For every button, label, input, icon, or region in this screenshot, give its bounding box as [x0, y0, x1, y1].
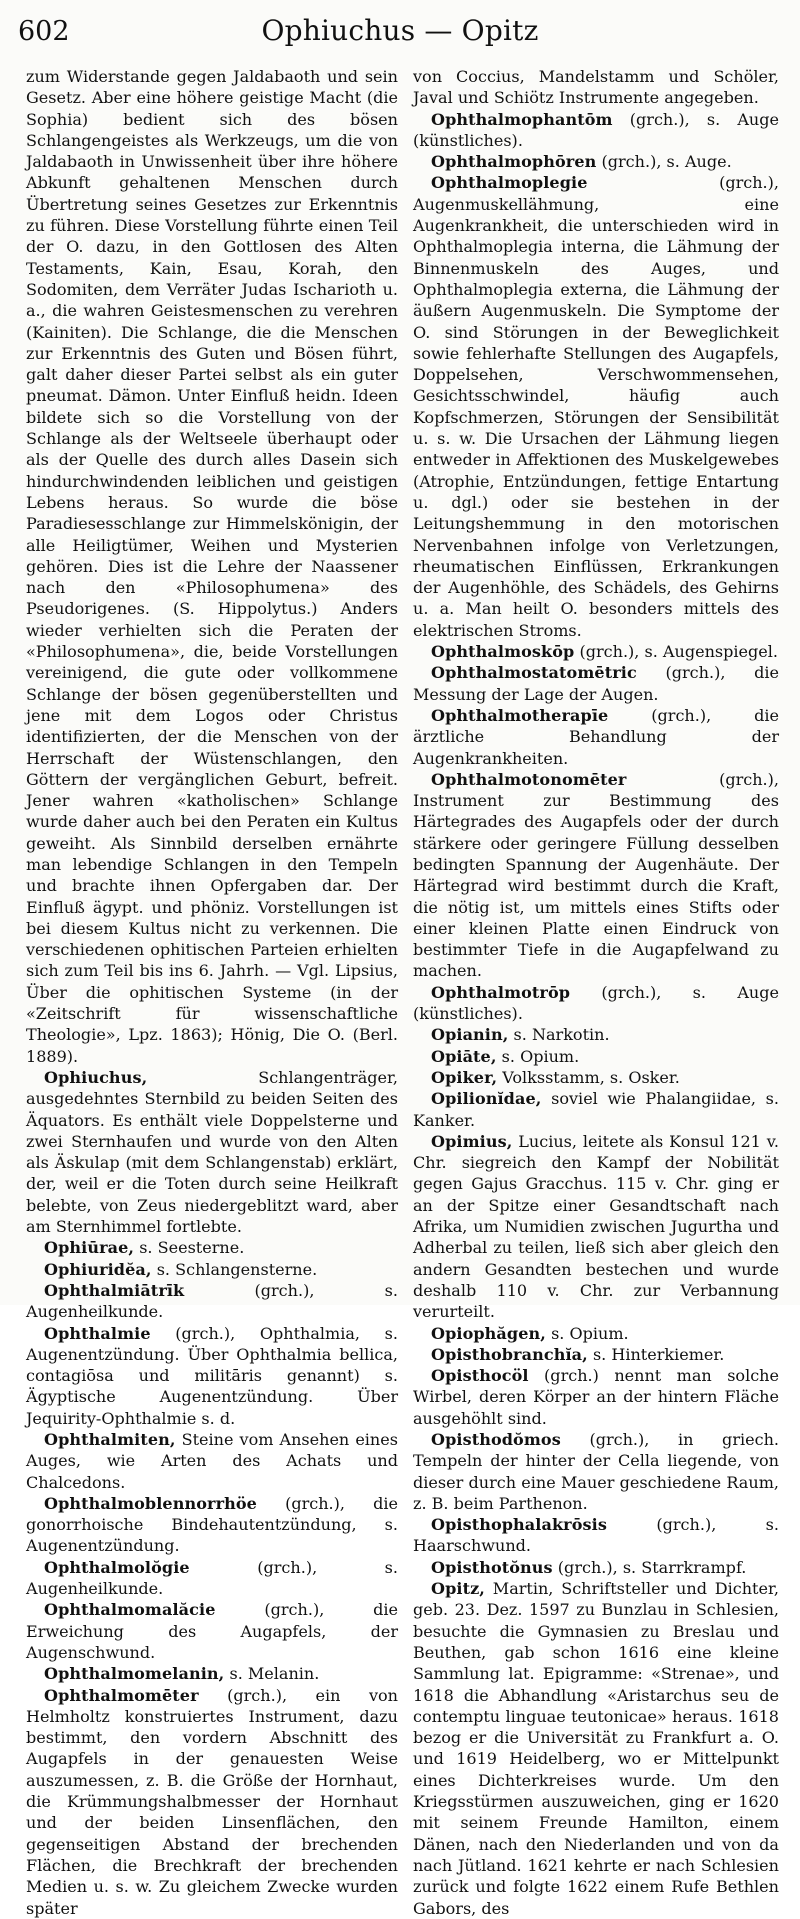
dictionary-entry	[26, 1429, 398, 1493]
entry-text: (grch.), s. Auge.	[601, 152, 732, 172]
entry-text: (grch.), die Messung der Lage der Augen.	[413, 663, 779, 704]
entry-text: Steine vom Ansehen eines Auges, wie Arten des Achats und Chalcedons.	[26, 1430, 398, 1492]
entry-headword: Opiāte,	[431, 1046, 497, 1066]
entry-headword: Opisthocöl	[431, 1366, 529, 1386]
dictionary-entry	[413, 769, 779, 982]
dictionary-entry	[413, 1578, 779, 1919]
entry-text: (grch.), s. Augenheilkunde.	[26, 1557, 398, 1599]
dictionary-entry	[413, 982, 779, 1025]
entry-text: (grch.), Instrument zur Bestimmung des Härtegrades des Augapfels oder der durch stärkere oder geringere Füllung desselben bedingten Spannung der Augenhäute. Der Härtegrad wird bestimmt durch die Kraft, die nötig ist, um mittels eines Stifts oder einer kleinen Platte einen Eindruck von bestimmter Tiefe in die Augapfelwand zu machen.	[413, 769, 779, 981]
dictionary-entry	[413, 662, 779, 705]
entry-text: (grch.), Augenmuskellähmung, eine Augenkrankheit, die unterschieden wird in Ophthalmoplegia interna, die Lähmung der Binnenmuskeln des Auges, und Ophthalmoplegia externa, die Lähmung der äußern Augenmuskeln. Die Symptome der O. sind Störungen in der Beweglichkeit sowie fehlerhafte Stellungen des Augapfels, Doppelsehen, Verschwommensehen, Gesichtsschwindel, häufig auch Kopfschmerzen, Störungen der Sensibilität u. s. w. Die Ursachen der Lähmung liegen entweder in Affektionen des Muskelgewebes (Atrophie, Entzündungen, fettige Entartung u. dgl.) oder sie bestehen in der Leitungshemmung in den motorischen Nervenbahnen infolge von Verletzungen, rheumatischen Einflüssen, Erkrankungen der Augenhöhle, des Schädels, des Gehirns u. a. Man heilt O. besonders mittels des elektrischen Stroms.	[413, 173, 779, 640]
dictionary-entry	[413, 705, 779, 769]
dictionary-entry	[26, 1259, 398, 1280]
continued-text	[26, 66, 398, 1067]
entry-headword: Opitz,	[431, 1579, 485, 1599]
dictionary-entry	[26, 1599, 398, 1663]
entry-headword: Opilionĭdae,	[431, 1089, 542, 1109]
entry-text: (grch.), in griech. Tempeln der hinter der Cella liegende, von dieser durch eine Mauer geschiedene Raum, z. B. beim Parthenon.	[413, 1430, 779, 1513]
dictionary-entry	[26, 1685, 398, 1919]
entry-headword: Ophthalmotonomēter	[431, 769, 627, 789]
entry-headword: Ophthalmoblennorrhöe	[44, 1493, 257, 1513]
entry-headword: Opisthobranchĭa,	[431, 1344, 588, 1364]
running-head: Ophiuchus — Opitz	[261, 14, 539, 47]
page-header	[18, 14, 782, 54]
entry-headword: Opimius,	[431, 1131, 513, 1151]
entry-text: (grch.), s. Auge (künstliches).	[413, 109, 779, 150]
dictionary-entry	[413, 1365, 779, 1429]
entry-headword: Ophthalmophantōm	[431, 109, 613, 129]
entry-text: Lucius, leitete als Konsul 121 v. Chr. siegreich den Kampf der Nobilität gegen Gajus Gracchus. 115 v. Chr. ging er an der Spitze einer Gesandtschaft nach Afrika, um Numidien zwischen Jugurtha und Adherbal zu teilen, ließ sich aber gleich den andern Gesandten bestechen und wurde deshalb 110 v. Chr. zur Verbannung verurteilt.	[413, 1131, 779, 1322]
dictionary-entry	[413, 151, 779, 172]
dictionary-entry	[26, 1237, 398, 1258]
entry-headword: Ophthalmostatomētric	[431, 663, 637, 683]
entry-headword: Opisthodŏmos	[431, 1430, 561, 1449]
dictionary-entry	[413, 1323, 779, 1344]
entry-text: s. Opium.	[501, 1046, 580, 1066]
continued-text	[413, 66, 779, 109]
entry-headword: Ophthalmiātrīk	[44, 1280, 185, 1300]
page-number: 602	[18, 16, 70, 47]
entry-text: s. Hinterkiemer.	[592, 1344, 725, 1364]
entry-headword: Ophthalmie	[44, 1323, 151, 1343]
entry-headword: Ophthalmomelanin,	[44, 1664, 225, 1684]
entry-text: (grch.), s. Augenheilkunde.	[26, 1280, 398, 1322]
entry-headword: Opisthophalakrōsis	[431, 1515, 607, 1535]
entry-text: (grch.), ein von Helmholtz konstruiertes Instrument, dazu bestimmt, den vordern Abschnitt des Augapfels in der genauesten Weise auszumessen, z. B. die Größe der Hornhaut, die Krümmungshalbmesser der Hornhaut und der beiden Linsenflächen, den gegenseitigen Abstand der brechenden Flächen, die Brechkraft der brechenden Medien u. s. w. Zu gleichem Zwecke wurden später	[26, 1685, 398, 1918]
left-column	[26, 66, 398, 1919]
entry-text: Volksstamm, s. Osker.	[502, 1067, 680, 1087]
dictionary-entry	[413, 1514, 779, 1557]
entry-headword: Opiophăgen,	[431, 1323, 546, 1343]
entry-text: s. Seesterne.	[139, 1238, 245, 1258]
dictionary-entry	[413, 1046, 779, 1067]
entry-text: (grch.), s. Auge (künstliches).	[413, 982, 779, 1024]
entry-text: (grch.), s. Starrkrampf.	[557, 1557, 747, 1577]
entry-headword: Ophthalmomēter	[44, 1685, 199, 1705]
entry-text: (grch.), s. Haarschwund.	[413, 1515, 779, 1556]
entry-headword: Ophthalmomalăcie	[44, 1600, 216, 1620]
entry-headword: Ophiuridĕa,	[44, 1259, 152, 1279]
entry-headword: Ophthalmoskōp	[431, 642, 575, 662]
entry-headword: Ophthalmotrōp	[431, 982, 571, 1002]
dictionary-entry	[26, 1323, 398, 1429]
entry-headword: Ophthalmotherapīe	[431, 705, 609, 725]
entry-text: s. Schlangensterne.	[156, 1259, 318, 1279]
dictionary-entry	[26, 1557, 398, 1600]
entry-headword: Ophthalmolŏgie	[44, 1557, 190, 1577]
dictionary-entry	[26, 1493, 398, 1557]
right-column	[413, 66, 779, 1919]
entry-text: Schlangenträger, ausgedehntes Sternbild zu beiden Seiten des Äquators. Es enthält viele Doppelsterne und zwei Sternhaufen und wurde von den Alten als Äskulap (mit dem Schlangenstab) erklärt, der, weil er die Toten durch seine Heilkraft belebte, von Zeus niedergeblitzt ward, aber am Sternhimmel fortlebte.	[26, 1067, 398, 1237]
dictionary-entry	[26, 1067, 398, 1237]
dictionary-entry	[413, 1088, 779, 1131]
entry-headword: Ophthalmophōren	[431, 152, 597, 172]
entry-text: (grch.) nennt man solche Wirbel, deren Körper an der hintern Fläche ausgehöhlt sind.	[413, 1366, 779, 1428]
entry-headword: Ophthalmiten,	[44, 1430, 176, 1449]
dictionary-entry	[413, 1557, 779, 1578]
entry-text: s. Narkotin.	[513, 1025, 610, 1045]
entry-headword: Opianin,	[431, 1025, 509, 1045]
entry-text: (grch.), die Erweichung des Augapfels, der Augenschwund.	[26, 1600, 398, 1662]
entry-text: s. Opium.	[551, 1323, 629, 1343]
dictionary-entry	[413, 1067, 779, 1088]
entry-text: s. Melanin.	[229, 1664, 320, 1684]
entry-text: (grch.), die ärztliche Behandlung der Augenkrankheiten.	[413, 705, 779, 768]
dictionary-entry	[413, 1024, 779, 1045]
entry-text: zum Widerstande gegen Jaldabaoth und sein Gesetz. Aber eine höhere geistige Macht (die Sophia) bedient sich des bösen Schlangengeistes als Werkzeugs, um die von Jaldabaoth in Unwissenheit über ihre höhere Abkunft gehaltenen Menschen durch Übertretung seines Gesetzes zur Erkenntnis zu führen. Diese Vorstellung führte einen Teil der O. dazu, in den Gottlosen des Alten Testaments, Kain, Esau, Korah, den Sodomiten, dem Verräter Judas Ischarioth u. a., die wahren Geistesmenschen zu verehren (Kainiten). Die Schlange, die die Menschen zur Erkenntnis des Guten und Bösen führt, galt daher dieser Partei selbst als ein guter pneumat. Dämon. Unter Einfluß heidn. Ideen bildete sich so die Vorstellung von der Schlange als der Weltseele überhaupt oder als der Quelle des durch alles Dasein sich hindurchwindenden leiblichen und geistigen Lebens heraus. So wurde die böse Paradiesesschlange zur Himmelskönigin, der alle Heiligtümer, Weihen und Mysterien gehören. Dies ist die Lehre der Naassener nach den «Philosophumena» des Pseudorigenes. (S. Hippolytus.) Anders wieder verhielten sich die Peraten der «Philosophumena», die, beide Vorstellungen vereinigend, die gute oder vollkommene Schlange der bösen gegenüberstellten und jene mit dem Logos oder Christus identifizierten, der die Menschen von der Herrschaft der Wüstenschlangen, den Göttern der vergänglichen Geburt, befreit. Jener wahren «katholischen» Schlange wurde daher auch bei den Peraten ein Kultus geweiht. Als Sinnbild derselben ernährte man lebendige Schlangen in den Tempeln und brachte ihnen Opfergaben dar. Der Einfluß ägypt. und phöniz. Vorstellungen ist bei diesem Kultus nicht zu verkennen. Die verschiedenen ophitischen Parteien erhielten sich zum Teil bis ins 6. Jahrh. — Vgl. Lipsius, Über die ophitischen Systeme (in der «Zeitschrift für wissenschaftliche Theologie», Lpz. 1863); Hönig, Die O. (Berl. 1889).	[26, 67, 398, 1066]
dictionary-entry	[413, 641, 779, 662]
dictionary-entry	[413, 172, 779, 641]
entry-headword: Opisthotŏnus	[431, 1557, 553, 1577]
entry-headword: Ophiūrae,	[44, 1238, 135, 1258]
entry-text: (grch.), s. Augenspiegel.	[579, 642, 778, 662]
entry-text: (grch.), die gonorrhoische Bindehautentzündung, s. Augenentzündung.	[26, 1493, 398, 1556]
dictionary-entry	[413, 1344, 779, 1365]
entry-text: (grch.), Ophthalmia, s. Augenentzündung. Über Ophthalmia bellica, contagiōsa und militāris genannt) s. Ägyptische Augenentzündung. Über Jequirity-Ophthalmie s. d.	[26, 1323, 398, 1428]
dictionary-entry	[413, 1429, 779, 1514]
dictionary-entry	[26, 1663, 398, 1684]
dictionary-entry	[413, 109, 779, 152]
entry-text: von Coccius, Mandelstamm und Schöler, Javal und Schiötz Instrumente angegeben.	[413, 67, 779, 108]
entry-headword: Opiker,	[431, 1067, 498, 1087]
dictionary-entry	[413, 1131, 779, 1323]
entry-headword: Ophiuchus,	[44, 1067, 148, 1087]
entry-text: Martin, Schriftsteller und Dichter, geb. 23. Dez. 1597 zu Bunzlau in Schlesien, besuchte die Gymnasien zu Breslau und Beuthen, gab schon 1616 eine kleine Sammlung lat. Epigramme: «Strenae», und 1618 die Abhandlung «Aristarchus seu de contemptu linguae teutonicae» heraus. 1618 bezog er die Universität zu Frankfurt a. O. und 1619 Heidelberg, wo er Mittelpunkt eines Dichterkreises wurde. Um den Kriegsstürmen auszuweichen, ging er 1620 mit seinem Freunde Hamilton, einem Dänen, nach den Niederlanden und von da nach Jütland. 1621 kehrte er nach Schlesien zurück und folgte 1622 einem Rufe Bethlen Gabors, des	[413, 1579, 779, 1918]
entry-text: soviel wie Phalangiidae, s. Kanker.	[413, 1089, 779, 1130]
entry-headword: Ophthalmoplegie	[431, 173, 588, 193]
dictionary-entry	[26, 1280, 398, 1323]
